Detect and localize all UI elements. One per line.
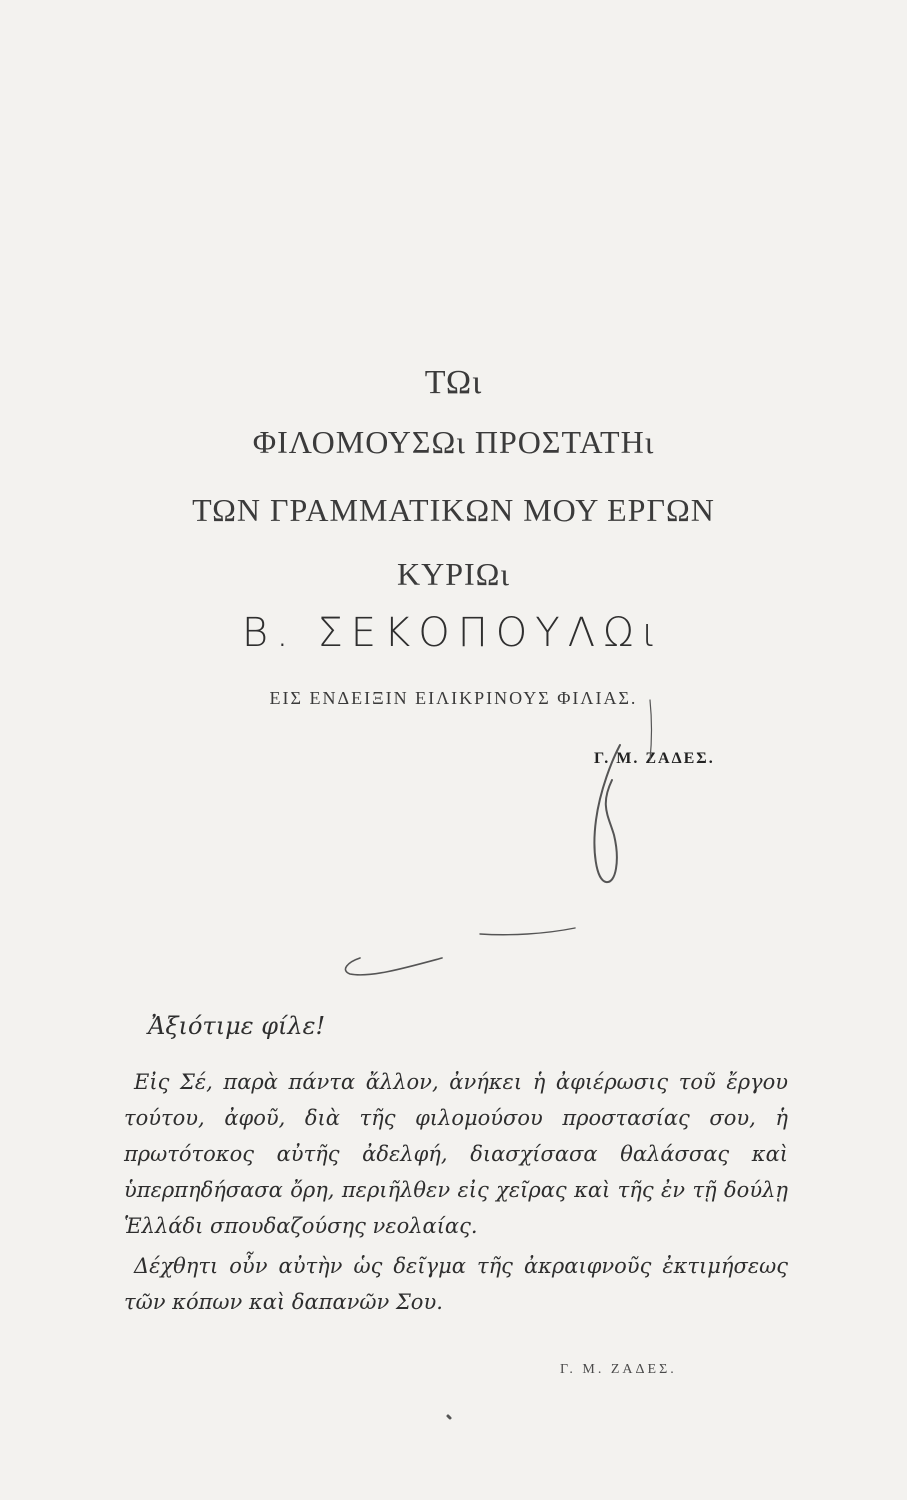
dedication-line-3: ΤΩΝ ΓΡΑΜΜΑΤΙΚΩΝ ΜΟΥ ΕΡΓΩΝ: [192, 492, 715, 528]
pencil-dash-mark: [480, 928, 575, 935]
dedication-recipient-name: Β. ΣΕΚΟΠΟΥΛΩι: [241, 610, 666, 656]
pencil-dot-mark: [448, 1416, 450, 1418]
dedication-line-4: ΚΥΡΙΩι: [396, 556, 511, 592]
letter-paragraph-2: Δέχθητι οὖν αὐτὴν ὡς δεῖγμα τῆς ἀκραιφνοῦς ἐκτιμήσεως τῶν κόπων καὶ δαπανῶν Σου.: [124, 1254, 788, 1314]
letter-signature: Γ. Μ. ΖΑΔΕΣ.: [560, 1362, 677, 1377]
pencil-vertical-mark: [650, 700, 652, 760]
pencil-loop-mark: [594, 745, 620, 882]
letter-paragraph-1: Εἰς Σέ, παρὰ πάντα ἄλλον, ἀνήκει ἡ ἀφιέρωσις τοῦ ἔργου τούτου, ἀφοῦ, διὰ τῆς φιλομούσου προστασίας σου, ἡ πρωτότοκος αὐτῆς ἀδελφή, διασχίσασα θαλάσσας καὶ ὑπερπηδήσασα ὄρη, περιῆλθεν εἰς χεῖρας καὶ τῆς ἐν τῇ δούλῃ Ἑλλάδι σπουδαζούσης νεολαίας.: [124, 1070, 788, 1238]
dedication-signature: Γ. Μ. ΖΑΔΕΣ.: [594, 750, 715, 767]
pencil-hook-mark: [345, 958, 442, 975]
dedication-line-2: ΦΙΛΟΜΟΥΣΩι ΠΡΟΣΤΑΤΗι: [252, 424, 655, 460]
dedication-line-6: ΕΙΣ ΕΝΔΕΙΞΙΝ ΕΙΛΙΚΡΙΝΟΥΣ ΦΙΛΙΑΣ.: [269, 688, 638, 708]
dedication-line-1: ΤΩι: [424, 364, 483, 401]
letter-salutation: Ἀξιότιμε φίλε!: [148, 1012, 326, 1040]
